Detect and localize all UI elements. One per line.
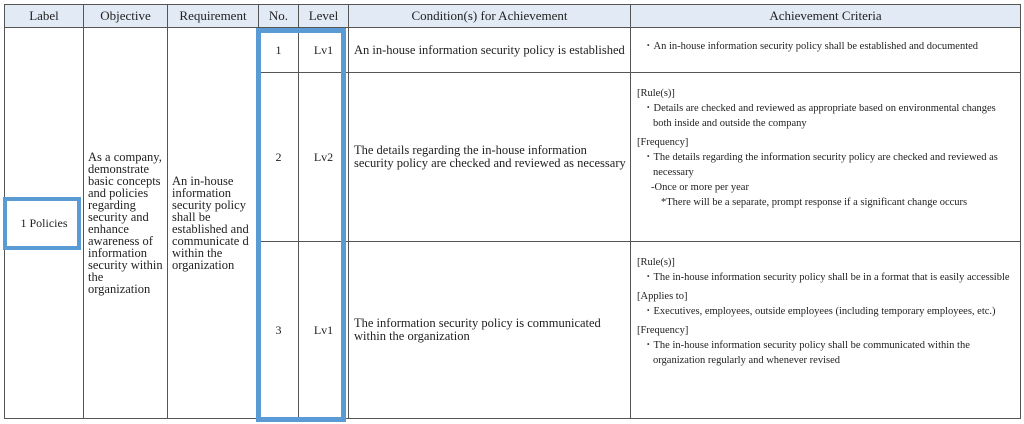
header-condition: Condition(s) for Achievement bbox=[349, 5, 631, 28]
frequency-note: *There will be a separate, prompt response if a significant change occurs bbox=[661, 197, 968, 208]
applies-bullet: ・Executives, employees, outside employees (including temporary employees, etc.) bbox=[643, 306, 996, 317]
header-no: No. bbox=[259, 5, 299, 28]
row-condition: An in-house information security policy is established bbox=[349, 28, 631, 73]
objective-cell: As a company, demonstrate basic concepts and policies regarding security and enhance awareness of information security within the organization bbox=[84, 28, 168, 419]
header-criteria: Achievement Criteria bbox=[631, 5, 1021, 28]
frequency-bullet: ・The details regarding the information security policy are checked and reviewed as necessary bbox=[643, 152, 998, 178]
frequency-heading: [Frequency] bbox=[637, 137, 689, 148]
rule-heading: [Rule(s)] bbox=[637, 257, 675, 268]
row-criteria bbox=[631, 242, 1021, 419]
applies-heading: [Applies to] bbox=[637, 291, 688, 302]
header-row bbox=[5, 5, 1021, 28]
no-level-highlight-box bbox=[256, 28, 346, 422]
frequency-heading: [Frequency] bbox=[637, 325, 689, 336]
label-cell: 1 Policies bbox=[5, 28, 84, 419]
rule-bullet: ・Details are checked and reviewed as appropriate based on environmental changes both inside and outside the company bbox=[643, 103, 996, 129]
row-level: Lv2 bbox=[299, 73, 349, 242]
criteria-bullet: ・An in-house information security policy shall be established and documented bbox=[643, 41, 979, 52]
rule-bullet: ・The in-house information security policy shall be in a format that is easily accessible bbox=[643, 272, 1010, 283]
frequency-bullet: ・The in-house information security policy shall be communicated within the organization regularly and whenever revised bbox=[643, 340, 970, 366]
row-number: 1 bbox=[259, 28, 299, 73]
header-requirement: Requirement bbox=[168, 5, 259, 28]
label-highlight-box bbox=[3, 197, 81, 250]
row-level: Lv1 bbox=[299, 242, 349, 419]
rule-heading: [Rule(s)] bbox=[637, 88, 675, 99]
row-condition: The information security policy is communicated within the organization bbox=[349, 242, 631, 419]
header-level: Level bbox=[299, 5, 349, 28]
row-criteria bbox=[631, 73, 1021, 242]
row-level: Lv1 bbox=[299, 28, 349, 73]
header-objective: Objective bbox=[84, 5, 168, 28]
row-criteria bbox=[631, 28, 1021, 73]
row-number: 3 bbox=[259, 242, 299, 419]
frequency-sub-item: -Once or more per year bbox=[651, 182, 749, 193]
table-row bbox=[5, 28, 1021, 73]
row-condition: The details regarding the in-house information security policy are checked and reviewed as necessary bbox=[349, 73, 631, 242]
row-number: 2 bbox=[259, 73, 299, 242]
security-policy-table bbox=[4, 4, 1021, 419]
requirement-cell: An in-house information security policy shall be established and communicate d within the organization bbox=[168, 28, 259, 419]
header-label: Label bbox=[5, 5, 84, 28]
